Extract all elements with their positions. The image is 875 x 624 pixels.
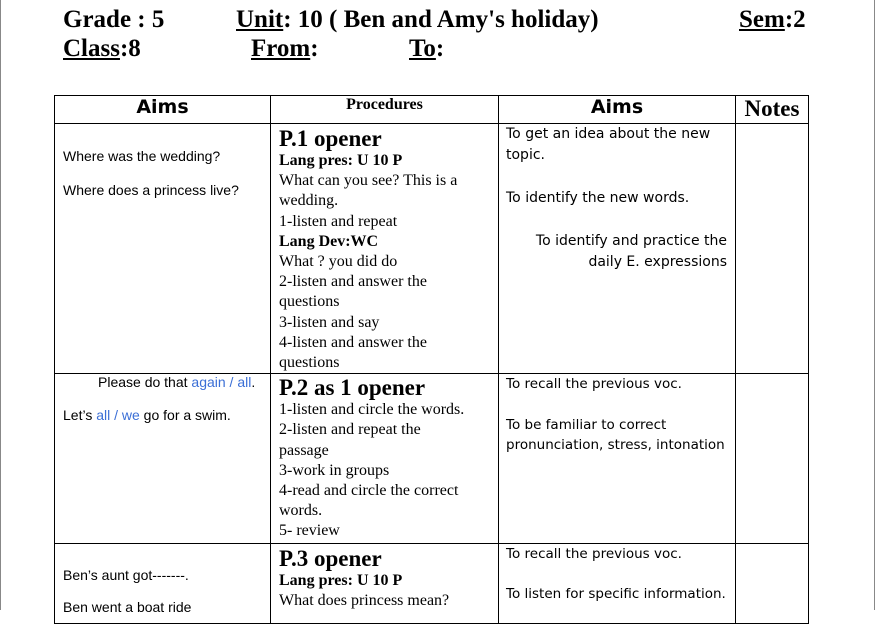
- row3-question-2: Ben went a boat ride: [63, 599, 192, 616]
- header-row: [55, 96, 809, 124]
- unit-value: : 10 ( Ben and Amy's holiday): [283, 6, 599, 33]
- row2-proc-block: [271, 375, 498, 541]
- row1-proc-line: Lang Dev:WC: [279, 232, 379, 250]
- row2-proc-line: 1-listen and circle the words.: [279, 401, 465, 419]
- row1-question-1: Where was the wedding?: [63, 148, 221, 164]
- to-colon: :: [435, 35, 445, 62]
- row1-aim-3-line1: To identify and practice the: [535, 233, 727, 249]
- to-field: [409, 35, 444, 63]
- sem-label: Sem: [739, 6, 785, 33]
- row1-proc-line: questions: [279, 354, 340, 372]
- table-row: [55, 544, 809, 624]
- row2-q2-pre: Let’s: [63, 407, 97, 424]
- row2-proc-line: 5- review: [279, 522, 340, 540]
- row2-question-1: [98, 374, 271, 391]
- row2-aim-2-line2: pronunciation, stress, intonation: [506, 437, 725, 454]
- row2-procedures: [271, 374, 499, 544]
- row1-proc-block: [271, 126, 498, 373]
- row1-proc-line: 2-listen and answer the: [279, 273, 427, 291]
- row1-proc-line: What ? you did do: [279, 253, 398, 271]
- row1-proc-line: wedding.: [279, 192, 339, 210]
- from-colon: :: [310, 35, 319, 62]
- table-row: [55, 374, 809, 544]
- class-label: [63, 35, 141, 63]
- row2-q1-pre: Please do that: [98, 374, 192, 391]
- row3-proc-line: What does princess mean?: [279, 592, 450, 610]
- row2-proc-line: 4-read and circle the correct: [279, 482, 459, 500]
- row1-aims-right: [499, 124, 736, 374]
- row2-proc-line: passage: [279, 441, 329, 459]
- row1-aim-1-line1: To get an idea about the new: [506, 126, 711, 142]
- row1-aim-1-line2: topic.: [506, 147, 545, 163]
- class-label-text: Class: [63, 35, 120, 62]
- row2-question-2: [63, 407, 271, 424]
- row3-proc-block: [271, 546, 498, 611]
- sem-value: :2: [784, 6, 806, 33]
- grade-label: Grade : 5: [63, 6, 165, 33]
- semester-label: [739, 6, 806, 34]
- page-border-left: [0, 0, 1, 610]
- row1-aim-3-line2: daily E. expressions: [588, 254, 727, 270]
- row1-proc-title: P.1 opener: [279, 126, 382, 151]
- class-value: :8: [119, 35, 141, 62]
- row1-notes: [736, 124, 809, 374]
- row1-proc-line: 1-listen and repeat: [279, 212, 398, 230]
- row1-proc-line: Lang pres: U 10 P: [279, 152, 403, 169]
- row3-procedures: [271, 544, 499, 624]
- to-label: To: [409, 35, 436, 62]
- row2-q1-post: .: [251, 374, 256, 391]
- lesson-plan-table: [54, 95, 809, 624]
- from-label: From: [251, 35, 311, 62]
- row2-aims-right: [499, 374, 736, 544]
- row2-q2-post: go for a swim.: [139, 407, 231, 424]
- aims-right-header: Aims: [499, 96, 736, 124]
- row1-aim-2: To identify the new words.: [506, 190, 690, 206]
- row3-aim-2: To listen for specific information.: [506, 586, 726, 603]
- row3-proc-title: P.3 opener: [279, 546, 382, 572]
- row3-aims-right: [499, 544, 736, 624]
- row3-aim-1: To recall the previous voc.: [506, 546, 682, 563]
- row2-q1-choice: again / all: [191, 374, 252, 391]
- row1-aims-left: [55, 124, 271, 374]
- row1-proc-line: What can you see? This is a: [279, 172, 458, 190]
- notes-header: Notes: [736, 96, 809, 124]
- row2-notes: [736, 374, 809, 544]
- unit-label: Unit: [236, 6, 284, 33]
- row2-aims-left: [55, 374, 271, 544]
- table-row: [55, 124, 809, 374]
- from-field: [251, 35, 319, 63]
- row2-proc-line: words.: [279, 502, 323, 520]
- row2-aim-1: To recall the previous voc.: [506, 376, 682, 393]
- procedures-header: Procedures: [271, 96, 499, 124]
- unit-title: [236, 6, 599, 34]
- row2-aim-2: [499, 415, 735, 455]
- row1-proc-line: 4-listen and answer the: [279, 333, 427, 351]
- row2-aim-2-line1: To be familiar to correct: [506, 417, 667, 434]
- row1-aim-1: [499, 124, 735, 166]
- row1-proc-line: 3-listen and say: [279, 313, 380, 331]
- row1-procedures: [271, 124, 499, 374]
- row3-proc-line: Lang pres: U 10 P: [279, 572, 403, 590]
- row1-question-2: Where does a princess live?: [63, 182, 239, 198]
- row2-proc-line: 3-work in groups: [279, 461, 390, 479]
- row3-question-1: Ben’s aunt got-------.: [63, 567, 189, 584]
- row3-aims-left: [55, 544, 271, 624]
- row1-aim-3: [499, 231, 735, 273]
- row2-proc-title: P.2 as 1 opener: [279, 375, 426, 401]
- aims-left-header: Aims: [55, 96, 271, 124]
- row3-notes: [736, 544, 809, 624]
- row2-q2-choice: all / we: [96, 407, 140, 424]
- row2-proc-line: 2-listen and repeat the: [279, 421, 421, 439]
- row1-proc-line: questions: [279, 293, 340, 311]
